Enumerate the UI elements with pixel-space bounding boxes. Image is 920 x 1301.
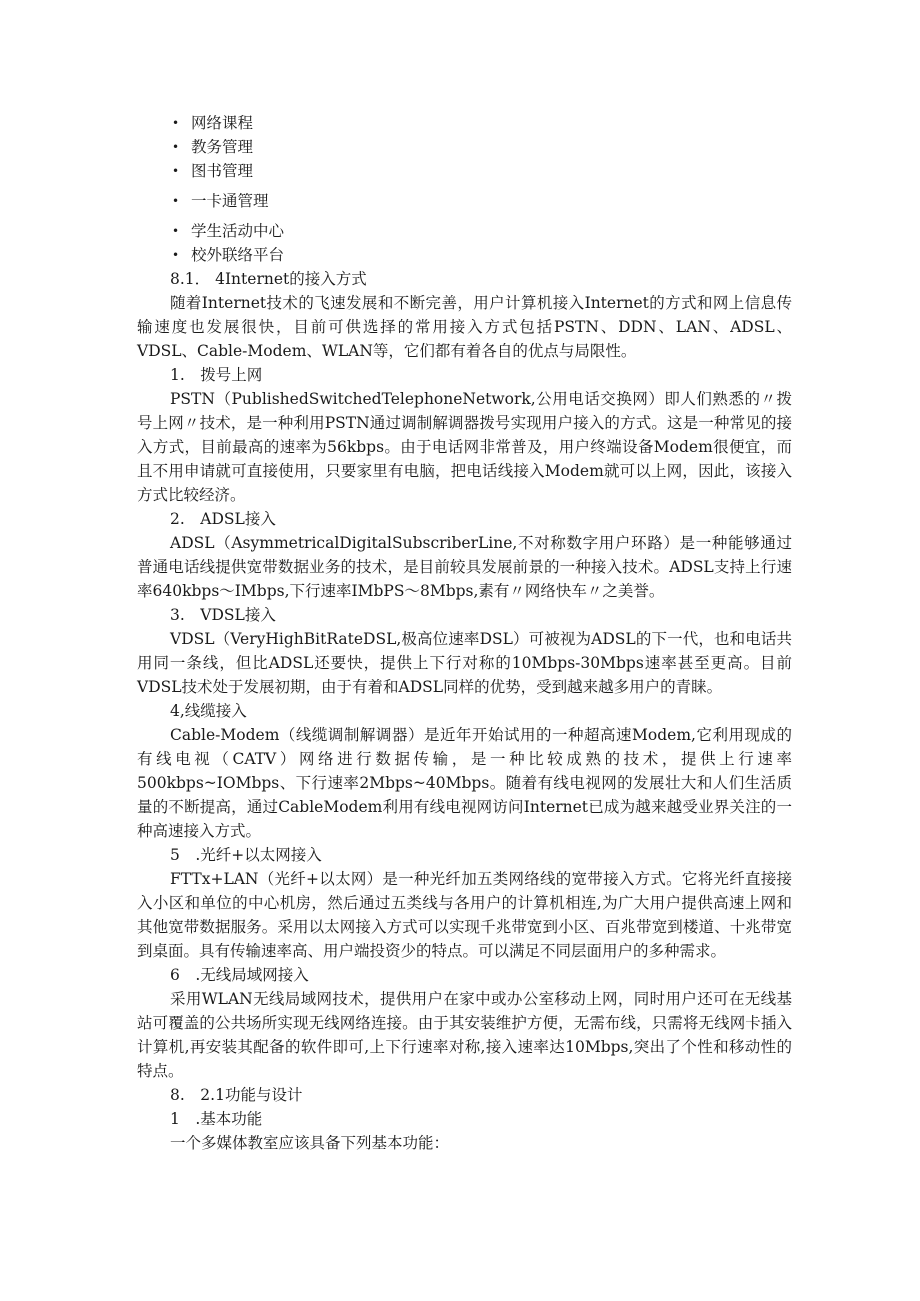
section-heading-8-2-1: 8. 2.1功能与设计	[170, 1086, 303, 1104]
service-bullet-list	[137, 111, 792, 267]
item-heading-vdsl: 3. VDSL接入	[170, 606, 276, 624]
document-body	[137, 111, 792, 1155]
bullet-item: • 网络课程	[172, 111, 792, 135]
item-paragraph-adsl: ADSL（AsymmetricalDigitalSubscriberLine,不对称数字用户环路）是一种能够通过普通电话线提供宽带数据业务的技术，是目前较具发展前景的一种接入技术。ADSL支持上行速率640kbps～IMbps,下行速率IMbPS～8Mbps,素有〃网络快车〃之美誉。	[137, 534, 792, 600]
item-paragraph-wlan: 采用WLAN无线局域网技术，提供用户在家中或办公室移动上网，同时用户还可在无线基站可覆盖的公共场所实现无线网络连接。由于其安装维护方便，无需布线，只需将无线网卡插入计算机,再安装其配备的软件即可,上下行速率对称,接入速率达10Mbps,突出了个性和移动性的特点。	[137, 990, 792, 1080]
section-heading-8-1-4: 8.1． 4Internet的接入方式	[170, 270, 367, 288]
item-paragraph-vdsl: VDSL（VeryHighBitRateDSL,极高位速率DSL）可被视为ADSL的下一代，也和电话共用同一条线，但比ADSL还要快，提供上下行对称的10Mbps-30Mbps速率甚至更高。目前VDSL技术处于发展初期，由于有着和ADSL同样的优势，受到越来越多用户的青睐。	[137, 630, 792, 696]
item-paragraph-dialup: PSTN（PublishedSwitchedTelephoneNetwork,公用电话交换网）即人们熟悉的〃拨号上网〃技术，是一种利用PSTN通过调制解调器拨号实现用户接入的方式。这是一种常见的接入方式，目前最高的速率为56kbps。由于电话网非常普及，用户终端设备Modem很便宜，而且不用申请就可直接使用，只要家里有电脑，把电话线接入Modem就可以上网，因此，该接入方式比较经济。	[137, 390, 792, 504]
item-paragraph-fiber: FTTx+LAN（光纤+以太网）是一种光纤加五类网络线的宽带接入方式。它将光纤直接接入小区和单位的中心机房，然后通过五类线与各用户的计算机相连,为广大用户提供高速上网和其他宽带数据服务。采用以太网接入方式可以实现千兆带宽到小区、百兆带宽到楼道、十兆带宽到桌面。具有传输速率高、用户端投资少的特点。可以满足不同层面用户的多种需求。	[137, 870, 792, 960]
section-intro-paragraph: 随着Internet技术的飞速发展和不断完善，用户计算机接入Internet的方式和网上信息传输速度也发展很快，目前可供选择的常用接入方式包括PSTN、DDN、LAN、ADSL、VDSL、Cable-Modem、WLAN等，它们都有着各自的优点与局限性。	[137, 294, 792, 360]
subheading-basic-functions: 1 .基本功能	[170, 1110, 263, 1128]
bullet-item: • 一卡通管理	[172, 189, 792, 213]
basic-functions-intro: 一个多媒体教室应该具备下列基本功能：	[170, 1134, 450, 1152]
bullet-item: • 图书管理	[172, 159, 792, 183]
bullet-item: • 校外联络平台	[172, 243, 792, 267]
item-heading-cable: 4,线缆接入	[170, 702, 247, 720]
item-heading-dialup: 1. 拨号上网	[170, 366, 263, 384]
item-heading-fiber: 5 .光纤+以太网接入	[170, 846, 322, 864]
bullet-item: • 学生活动中心	[172, 219, 792, 243]
bullet-item: • 教务管理	[172, 135, 792, 159]
item-heading-adsl: 2. ADSL接入	[170, 510, 276, 528]
item-paragraph-cable: Cable-Modem（线缆调制解调器）是近年开始试用的一种超高速Modem,它利用现成的有线电视（CATV）网络进行数据传输，是一种比较成熟的技术，提供上行速率500kbps~IOMbps、下行速率2Mbps~40Mbps。随着有线电视网的发展壮大和人们生活质量的不断提高，通过CableModem利用有线电视网访问Internet已成为越来越受业界关注的一种高速接入方式。	[137, 726, 792, 840]
item-heading-wlan: 6 .无线局域网接入	[170, 966, 309, 984]
